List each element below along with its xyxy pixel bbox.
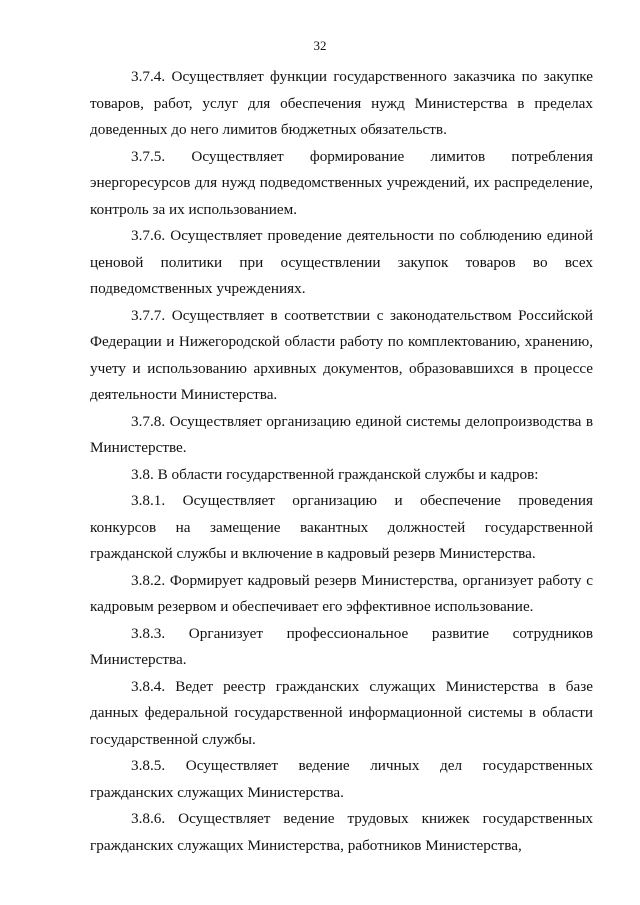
paragraph-3-7-6: 3.7.6. Осуществляет проведение деятельности по соблюдению единой ценовой политики при осуществлении закупок товаров во всех подведомственных учреждениях. [90, 227, 593, 297]
paragraph-3-8-6: 3.8.6. Осуществляет ведение трудовых книжек государственных гражданских служащих Министерства, работников Министерства, [90, 810, 593, 854]
paragraph-3-7-5: 3.7.5. Осуществляет формирование лимитов потребления энергоресурсов для нужд подведомственных учреждений, их распределение, контроль за их использованием. [90, 147, 593, 218]
paragraph-3-7-7: 3.7.7. Осуществляет в соответствии с законодательством Российской Федерации и Нижегородской области работу по комплектованию, хранению, учету и использованию архивных документов, образовавшихся в процессе деятельности Министерства. [90, 306, 593, 403]
paragraph-3-8-5: 3.8.5. Осуществляет ведение личных дел государственных гражданских служащих Министерства. [90, 757, 593, 801]
document-body [90, 64, 593, 859]
paragraph-3-8-4: 3.8.4. Ведет реестр гражданских служащих Министерства в базе данных федеральной государственной информационной системы в области государственной службы. [90, 677, 593, 748]
paragraph-3-7-8: 3.7.8. Осуществляет организацию единой системы делопроизводства в Министерстве. [90, 412, 593, 456]
paragraph-3-8-1: 3.8.1. Осуществляет организацию и обеспечение проведения конкурсов на замещение вакантных должностей государственной гражданской службы и включение в кадровый резерв Министерства. [90, 492, 593, 562]
section-heading-3-8: 3.8. В области государственной гражданской службы и кадров: [131, 465, 539, 483]
paragraph-3-8-2: 3.8.2. Формирует кадровый резерв Министерства, организует работу с кадровым резервом и обеспечивает его эффективное использование. [90, 571, 593, 615]
paragraph-3-8-3: 3.8.3. Организует профессиональное развитие сотрудников Министерства. [90, 624, 593, 668]
page-number: 32 [313, 38, 327, 53]
paragraph-3-7-4: 3.7.4. Осуществляет функции государственного заказчика по закупке товаров, работ, услуг для обеспечения нужд Министерства в пределах доведенных до него лимитов бюджетных обязательств. [90, 68, 593, 138]
